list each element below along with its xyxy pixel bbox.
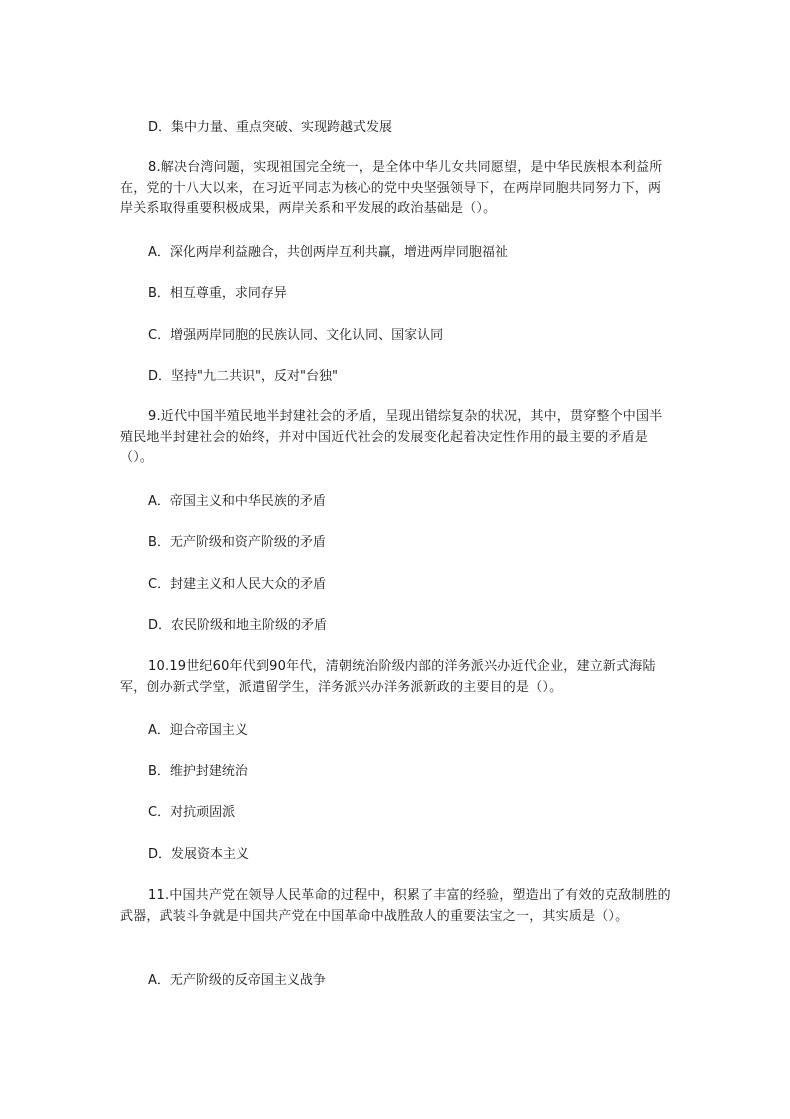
option-7-d: D．集中力量、重点突破、实现跨越式发展 bbox=[148, 120, 393, 135]
question-11: 11.中国共产党在领导人民革命的过程中，积累了丰富的经验，塑造出了有效的克敌制胜的武器，武装斗争就是中国共产党在中国革命中战胜敌人的重要法宝之一，其实质是（）。 bbox=[120, 888, 671, 924]
option-8-d: D．坚持"九二共识"，反对"台独" bbox=[148, 369, 338, 384]
option-10-d: D．发展资本主义 bbox=[148, 847, 250, 862]
option-9-b: B．无产阶级和资产阶级的矛盾 bbox=[148, 535, 326, 550]
option-9-a: A．帝国主义和中华民族的矛盾 bbox=[148, 494, 326, 509]
question-8: 8.解决台湾问题，实现祖国完全统一，是全体中华儿女共同愿望，是中华民族根本利益所在，党的十八大以来，在习近平同志为核心的党中央坚强领导下，在两岸同胞共同努力下，两岸关系取得重要积极成果，两岸关系和平发展的政治基础是（）。 bbox=[120, 160, 663, 216]
option-8-b: B．相互尊重，求同存异 bbox=[148, 286, 287, 301]
option-10-a: A．迎合帝国主义 bbox=[148, 723, 248, 738]
option-10-b: B．维护封建统治 bbox=[148, 764, 248, 779]
question-10: 10.19世纪60年代到90年代，清朝统治阶级内部的洋务派兴办近代企业，建立新式海陆军，创办新式学堂，派遣留学生，洋务派兴办洋务派新政的主要目的是（）。 bbox=[120, 659, 656, 695]
option-10-c: C．对抗顽固派 bbox=[148, 805, 236, 820]
option-8-a: A．深化两岸利益融合，共创两岸互利共赢，增进两岸同胞福祉 bbox=[148, 245, 508, 260]
option-9-d: D．农民阶级和地主阶级的矛盾 bbox=[148, 618, 328, 633]
option-9-c: C．封建主义和人民大众的矛盾 bbox=[148, 577, 327, 592]
option-11-a: A．无产阶级的反帝国主义战争 bbox=[148, 973, 326, 988]
option-8-c: C．增强两岸同胞的民族认同、文化认同、国家认同 bbox=[148, 328, 444, 343]
question-9: 9.近代中国半殖民地半封建社会的矛盾，呈现出错综复杂的状况，其中，贯穿整个中国半殖民地半封建社会的始终，并对中国近代社会的发展变化起着决定性作用的最主要的矛盾是（）。 bbox=[120, 409, 663, 465]
